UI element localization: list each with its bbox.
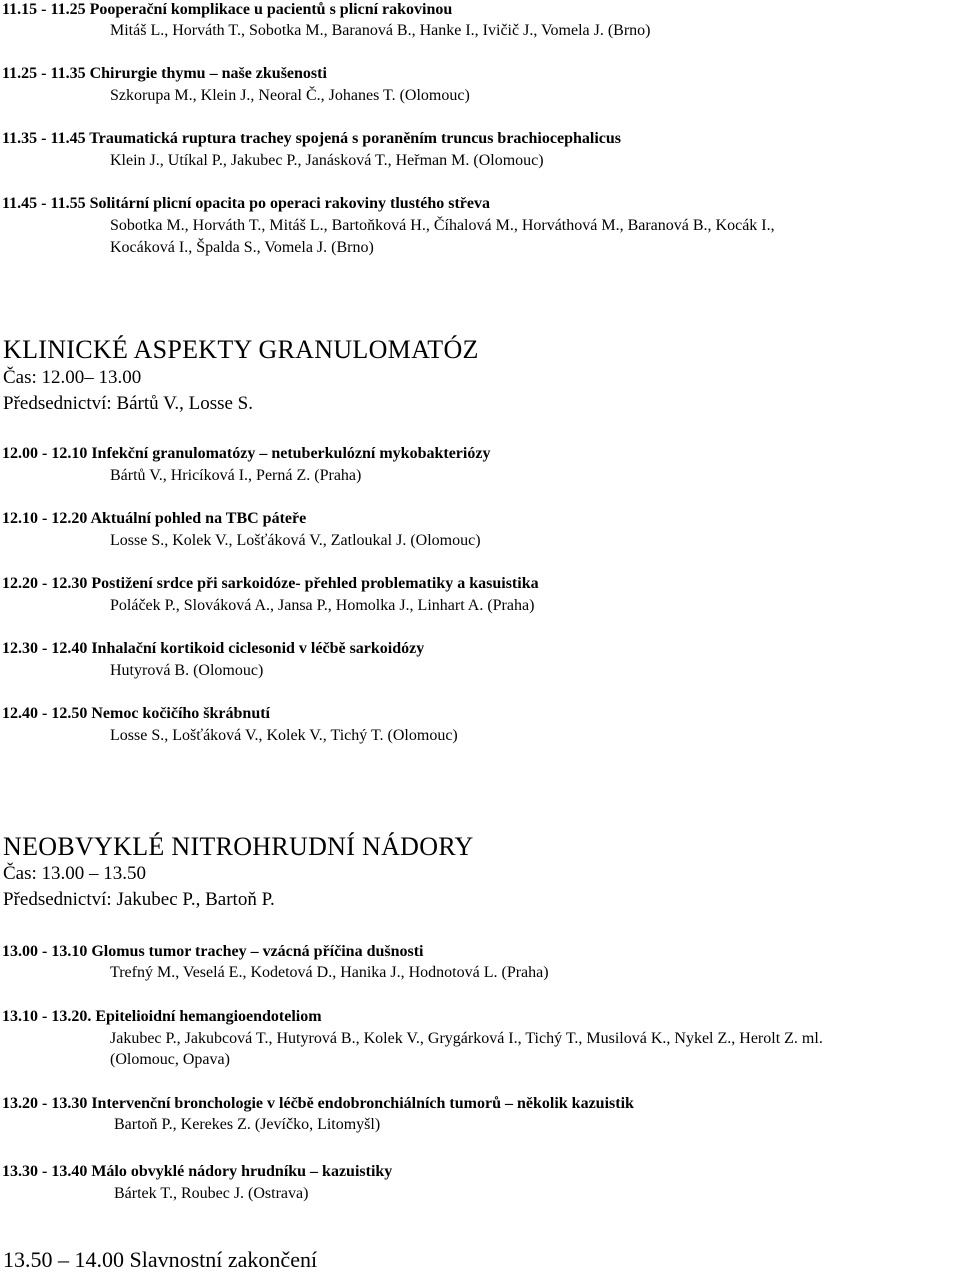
talk-heading: 13.20 - 13.30 Intervenční bronchologie v léčbě endobronchiálních tumorů – několik kazuistik	[2, 1095, 634, 1112]
talk-heading: 12.00 - 12.10 Infekční granulomatózy – netuberkulózní mykobakteriózy	[2, 445, 491, 462]
talk-heading: 11.25 - 11.35 Chirurgie thymu – naše zkušenosti	[2, 65, 327, 82]
talk-authors: Sobotka M., Horváth T., Mitáš L., Bartoňková H., Číhalová M., Horváthová M., Baranová B., Kocák I.,	[110, 217, 775, 234]
talk-authors: (Olomouc, Opava)	[110, 1051, 230, 1068]
talk-authors: Kocáková I., Špalda S., Vomela J. (Brno)	[110, 239, 374, 256]
section-title: KLINICKÉ ASPEKTY GRANULOMATÓZ	[3, 335, 479, 364]
talk-heading: 11.45 - 11.55 Solitární plicní opacita po operaci rakoviny tlustého střeva	[2, 195, 491, 212]
talk-heading: 12.40 - 12.50 Nemoc kočičího škrábnutí	[2, 705, 270, 722]
talk-authors: Hutyrová B. (Olomouc)	[110, 662, 264, 679]
talk-authors: Bartoň P., Kerekes Z. (Jevíčko, Litomyšl)	[114, 1116, 381, 1133]
closing-line: 13.50 – 14.00 Slavnostní zakončení	[3, 1247, 318, 1272]
talk-heading: 11.15 - 11.25 Pooperační komplikace u pacientů s plicní rakovinou	[2, 1, 453, 18]
talk-authors: Szkorupa M., Klein J., Neoral Č., Johanes T. (Olomouc)	[110, 87, 470, 104]
section-title: NEOBVYKLÉ NITROHRUDNÍ NÁDORY	[3, 832, 474, 861]
talk-authors: Losse S., Kolek V., Lošťáková V., Zatloukal J. (Olomouc)	[110, 532, 481, 549]
talk-authors: Poláček P., Slováková A., Jansa P., Homolka J., Linhart A. (Praha)	[110, 597, 535, 614]
talk-authors: Losse S., Lošťáková V., Kolek V., Tichý T. (Olomouc)	[110, 727, 458, 744]
talk-heading: 12.10 - 12.20 Aktuální pohled na TBC páteře	[2, 510, 307, 527]
talk-authors: Mitáš L., Horváth T., Sobotka M., Baranová B., Hanke I., Ivičič J., Vomela J. (Brno)	[110, 22, 651, 39]
talk-heading: 12.20 - 12.30 Postižení srdce při sarkoidóze- přehled problematiky a kasuistika	[2, 575, 539, 592]
talk-authors: Bártů V., Hricíková I., Perná Z. (Praha)	[110, 467, 362, 484]
talk-heading: 13.30 - 13.40 Málo obvyklé nádory hrudníku – kazuistiky	[2, 1163, 393, 1180]
talk-heading: 13.00 - 13.10 Glomus tumor trachey – vzácná příčina dušnosti	[2, 943, 424, 960]
talk-authors: Bártek T., Roubec J. (Ostrava)	[114, 1185, 309, 1202]
section-time: Čas: 13.00 – 13.50	[3, 863, 147, 884]
talk-authors: Jakubec P., Jakubcová T., Hutyrová B., Kolek V., Grygárková I., Tichý T., Musilová K., Nykel Z., Herolt Z. ml.	[110, 1030, 823, 1047]
talk-heading: 13.10 - 13.20. Epitelioidní hemangioendoteliom	[2, 1008, 322, 1025]
section-chairs: Předsednictví: Bártů V., Losse S.	[3, 393, 253, 414]
talk-heading: 11.35 - 11.45 Traumatická ruptura trachey spojená s poraněním truncus brachiocephalicus	[2, 130, 621, 147]
talk-authors: Klein J., Utíkal P., Jakubec P., Janásková T., Heřman M. (Olomouc)	[110, 152, 544, 169]
talk-heading: 12.30 - 12.40 Inhalační kortikoid ciclesonid v léčbě sarkoidózy	[2, 640, 425, 657]
talk-authors: Trefný M., Veselá E., Kodetová D., Hanika J., Hodnotová L. (Praha)	[110, 964, 549, 981]
section-chairs: Předsednictví: Jakubec P., Bartoň P.	[3, 889, 275, 910]
section-time: Čas: 12.00– 13.00	[3, 367, 142, 388]
